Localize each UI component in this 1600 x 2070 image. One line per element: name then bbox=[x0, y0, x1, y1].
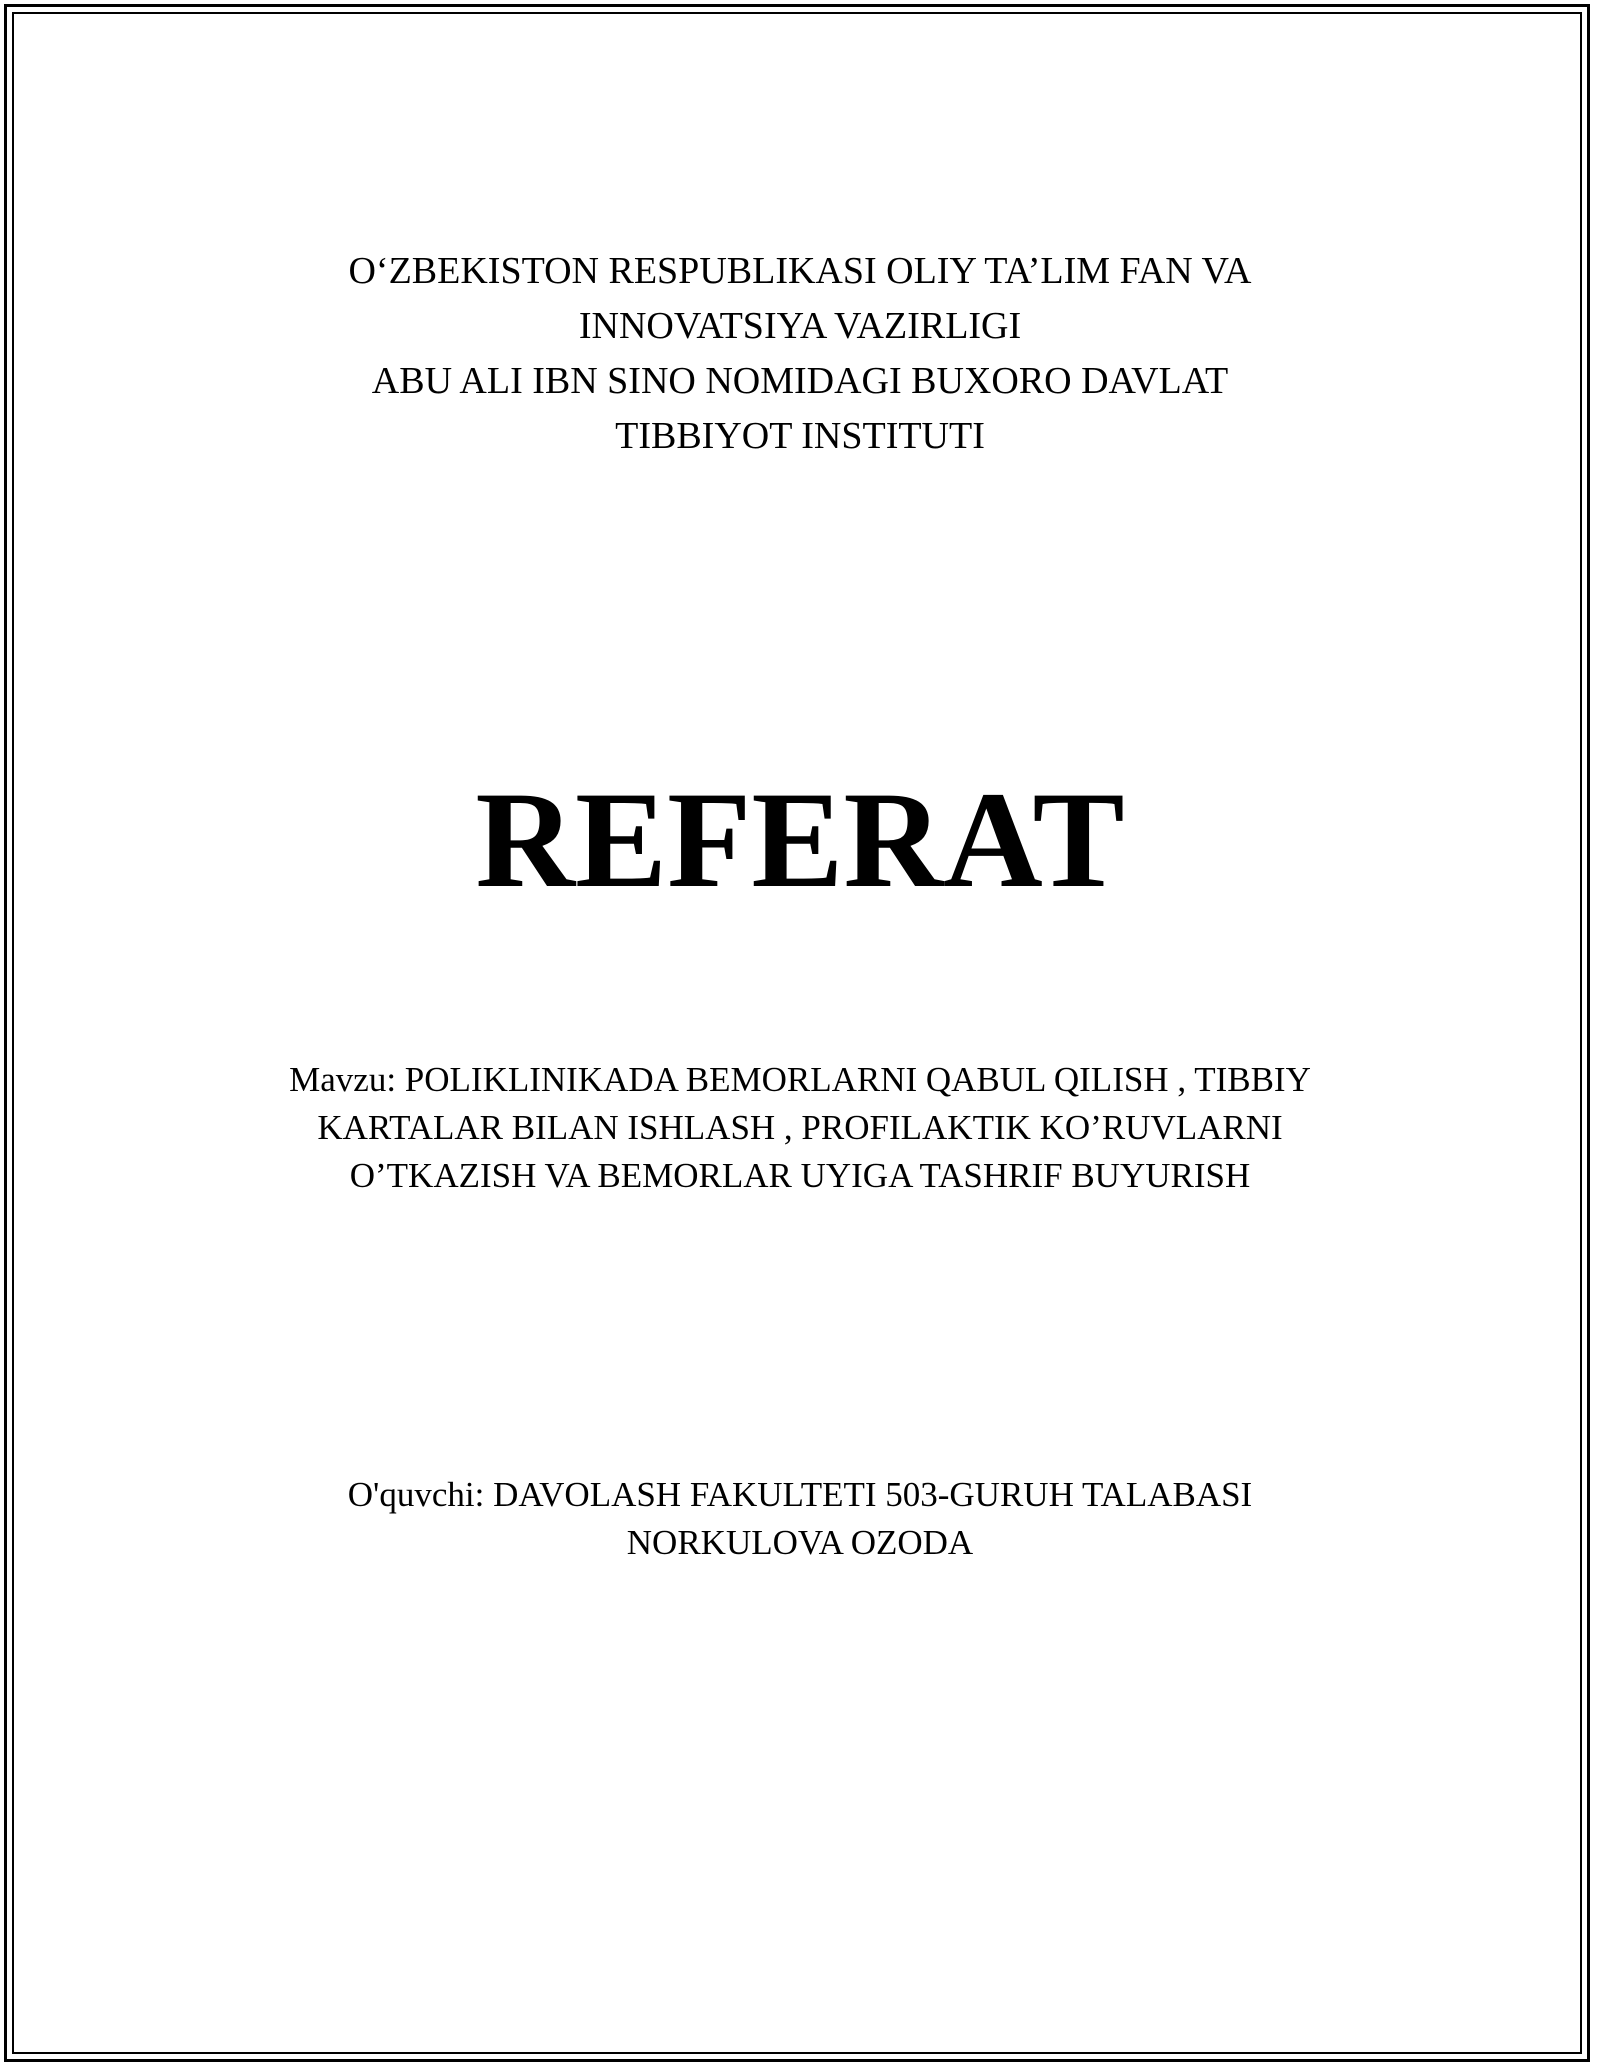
student-line-1: O'quvchi: DAVOLASH FAKULTETI 503-GURUH TALABASI bbox=[347, 1475, 1253, 1514]
header-line-2: INNOVATSIYA VAZIRLIGI bbox=[578, 305, 1022, 347]
topic-line-2: KARTALAR BILAN ISHLASH , PROFILAKTIK KO’RUVLARNI bbox=[317, 1108, 1283, 1147]
student-block bbox=[0, 1471, 1600, 1567]
topic-block bbox=[0, 1056, 1600, 1200]
topic-line-3: O’TKAZISH VA BEMORLAR UYIGA TASHRIF BUYURISH bbox=[349, 1156, 1251, 1195]
institution-header bbox=[0, 244, 1600, 464]
header-line-3: ABU ALI IBN SINO NOMIDAGI BUXORO DAVLAT bbox=[371, 360, 1229, 402]
document-title: REFERAT bbox=[475, 763, 1125, 916]
header-line-4: TIBBIYOT INSTITUTI bbox=[615, 415, 985, 457]
topic-line-1: Mavzu: POLIKLINIKADA BEMORLARNI QABUL QILISH , TIBBIY bbox=[289, 1060, 1311, 1099]
header-line-1: O‘ZBEKISTON RESPUBLIKASI OLIY TA’LIM FAN VA bbox=[348, 250, 1252, 292]
student-line-2: NORKULOVA OZODA bbox=[626, 1523, 974, 1562]
